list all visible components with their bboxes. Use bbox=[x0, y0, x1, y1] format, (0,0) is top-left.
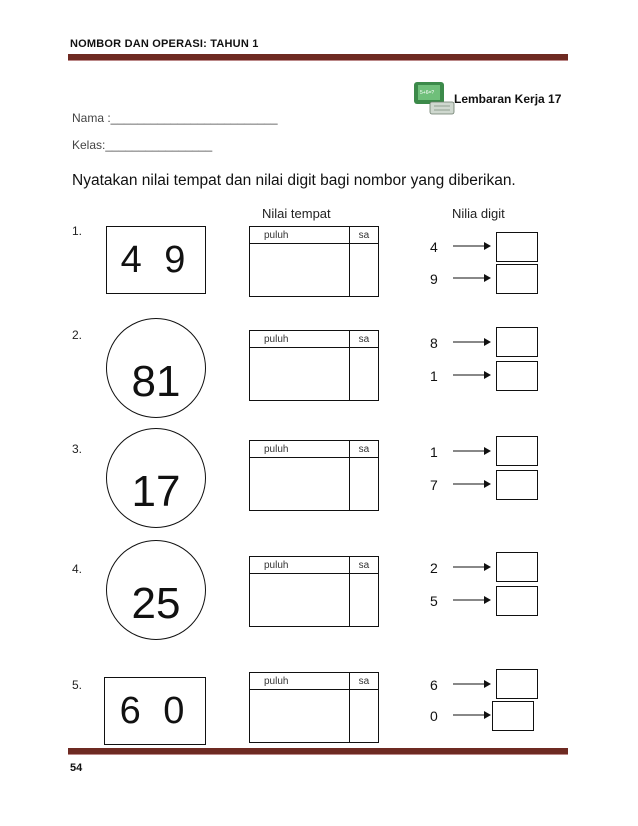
instruction-text: Nyatakan nilai tempat dan nilai digit bagi nombor yang diberikan. bbox=[72, 172, 516, 189]
digit-value-answer-box[interactable] bbox=[492, 701, 534, 731]
number-circle: 17 bbox=[106, 428, 206, 528]
arrow-right-icon bbox=[452, 336, 492, 348]
tens-label: puluh bbox=[250, 557, 350, 574]
arrow-right-icon bbox=[452, 678, 492, 690]
arrow-right-icon bbox=[452, 445, 492, 457]
place-value-table bbox=[249, 330, 379, 401]
header-divider bbox=[68, 54, 568, 61]
arrow-right-icon bbox=[452, 478, 492, 490]
tens-label: puluh bbox=[250, 441, 350, 458]
digit-value-answer-box[interactable] bbox=[496, 436, 538, 466]
computer-clipart-icon bbox=[410, 80, 456, 116]
digit-label: 2 bbox=[430, 560, 438, 576]
arrow-right-icon bbox=[452, 240, 492, 252]
digit-label: 4 bbox=[430, 239, 438, 255]
digit-label: 9 bbox=[430, 271, 438, 287]
ones-label: sa bbox=[349, 227, 378, 244]
place-value-table bbox=[249, 440, 379, 511]
question-number: 4. bbox=[72, 562, 83, 576]
digit-label: 0 bbox=[430, 708, 438, 724]
arrow-right-icon bbox=[452, 709, 492, 721]
arrow-right-icon bbox=[452, 369, 492, 381]
digit-value-answer-box[interactable] bbox=[496, 361, 538, 391]
footer-divider bbox=[68, 748, 568, 755]
place-value-table bbox=[249, 672, 379, 743]
ones-cell[interactable] bbox=[349, 690, 378, 743]
tens-label: puluh bbox=[250, 331, 350, 348]
ones-label: sa bbox=[349, 331, 378, 348]
arrow-right-icon bbox=[452, 272, 492, 284]
digit-label: 5 bbox=[430, 593, 438, 609]
digit-value-answer-box[interactable] bbox=[496, 327, 538, 357]
ones-cell[interactable] bbox=[349, 458, 378, 511]
place-value-table bbox=[249, 226, 379, 297]
question-number: 1. bbox=[72, 224, 83, 238]
arrow-right-icon bbox=[452, 561, 492, 573]
ones-label: sa bbox=[349, 441, 378, 458]
arrow-right-icon bbox=[452, 594, 492, 606]
ones-cell[interactable] bbox=[349, 348, 378, 401]
number-circle: 81 bbox=[106, 318, 206, 418]
place-value-header: Nilai tempat bbox=[262, 206, 331, 221]
header-title: NOMBOR DAN OPERASI: TAHUN 1 bbox=[70, 38, 259, 50]
digit-value-answer-box[interactable] bbox=[496, 264, 538, 294]
digit-label: 1 bbox=[430, 368, 438, 384]
digit-label: 8 bbox=[430, 335, 438, 351]
digit-value-answer-box[interactable] bbox=[496, 470, 538, 500]
svg-text:5+6=?: 5+6=? bbox=[420, 90, 435, 96]
tens-cell[interactable] bbox=[250, 574, 350, 627]
tens-cell[interactable] bbox=[250, 690, 350, 743]
digit-value-answer-box[interactable] bbox=[496, 586, 538, 616]
digit-value-answer-box[interactable] bbox=[496, 669, 538, 699]
question-number: 3. bbox=[72, 442, 83, 456]
digit-value-answer-box[interactable] bbox=[496, 552, 538, 582]
name-field: Nama :_________________________ bbox=[72, 111, 278, 125]
digit-value-header: Nilia digit bbox=[452, 206, 505, 221]
digit-label: 7 bbox=[430, 477, 438, 493]
ones-label: sa bbox=[349, 673, 378, 690]
tens-cell[interactable] bbox=[250, 348, 350, 401]
place-value-table bbox=[249, 556, 379, 627]
question-number: 5. bbox=[72, 678, 83, 692]
tens-label: puluh bbox=[250, 227, 350, 244]
digit-label: 1 bbox=[430, 444, 438, 460]
question-number: 2. bbox=[72, 328, 83, 342]
worksheet-label: Lembaran Kerja 17 bbox=[454, 92, 562, 106]
tens-cell[interactable] bbox=[250, 458, 350, 511]
ones-cell[interactable] bbox=[349, 574, 378, 627]
ones-label: sa bbox=[349, 557, 378, 574]
ones-cell[interactable] bbox=[349, 244, 378, 297]
number-circle: 25 bbox=[106, 540, 206, 640]
tens-label: puluh bbox=[250, 673, 350, 690]
digit-value-answer-box[interactable] bbox=[496, 232, 538, 262]
number-box: 4 9 bbox=[106, 226, 206, 294]
digit-label: 6 bbox=[430, 677, 438, 693]
number-box: 6 0 bbox=[104, 677, 206, 745]
page-number: 54 bbox=[70, 762, 83, 774]
class-field: Kelas:________________ bbox=[72, 138, 213, 152]
tens-cell[interactable] bbox=[250, 244, 350, 297]
